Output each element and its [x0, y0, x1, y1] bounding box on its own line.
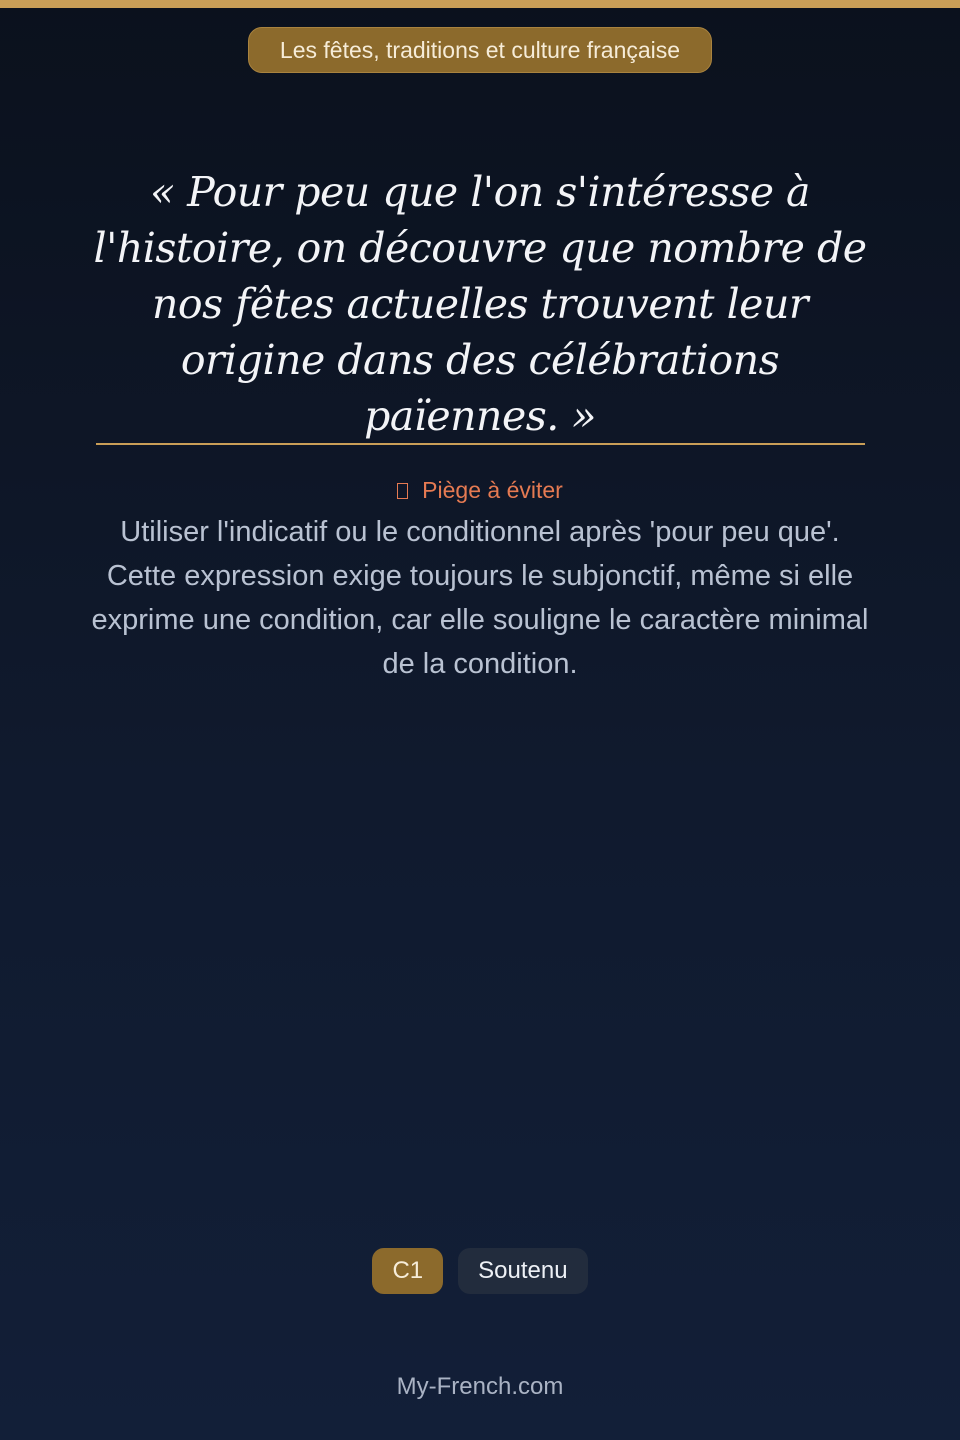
topic-badge: Les fêtes, traditions et culture française: [248, 27, 712, 73]
footer-brand: My-French.com: [396, 1373, 564, 1400]
example-quote: « Pour peu que l'on s'intéresse à l'histoire, on découvre que nombre de nos fêtes actuelles trouvent leur origine dans des célébrations païennes. »: [93, 168, 867, 440]
level-badge: C1: [372, 1248, 443, 1294]
pitfall-explanation: Utiliser l'indicatif ou le conditionnel après 'pour peu que'. Cette expression exige toujours le subjonctif, même si elle exprime une condition, car elle souligne le caractère minimal de la condition.: [91, 516, 869, 680]
tag-row: [0, 1248, 960, 1294]
pitfall-title: Piège à éviter: [422, 477, 563, 503]
divider: [96, 443, 865, 445]
warning-icon: [397, 483, 408, 499]
register-badge: Soutenu: [458, 1248, 587, 1294]
pitfall-heading: [0, 476, 960, 504]
top-accent-bar: [0, 0, 960, 8]
